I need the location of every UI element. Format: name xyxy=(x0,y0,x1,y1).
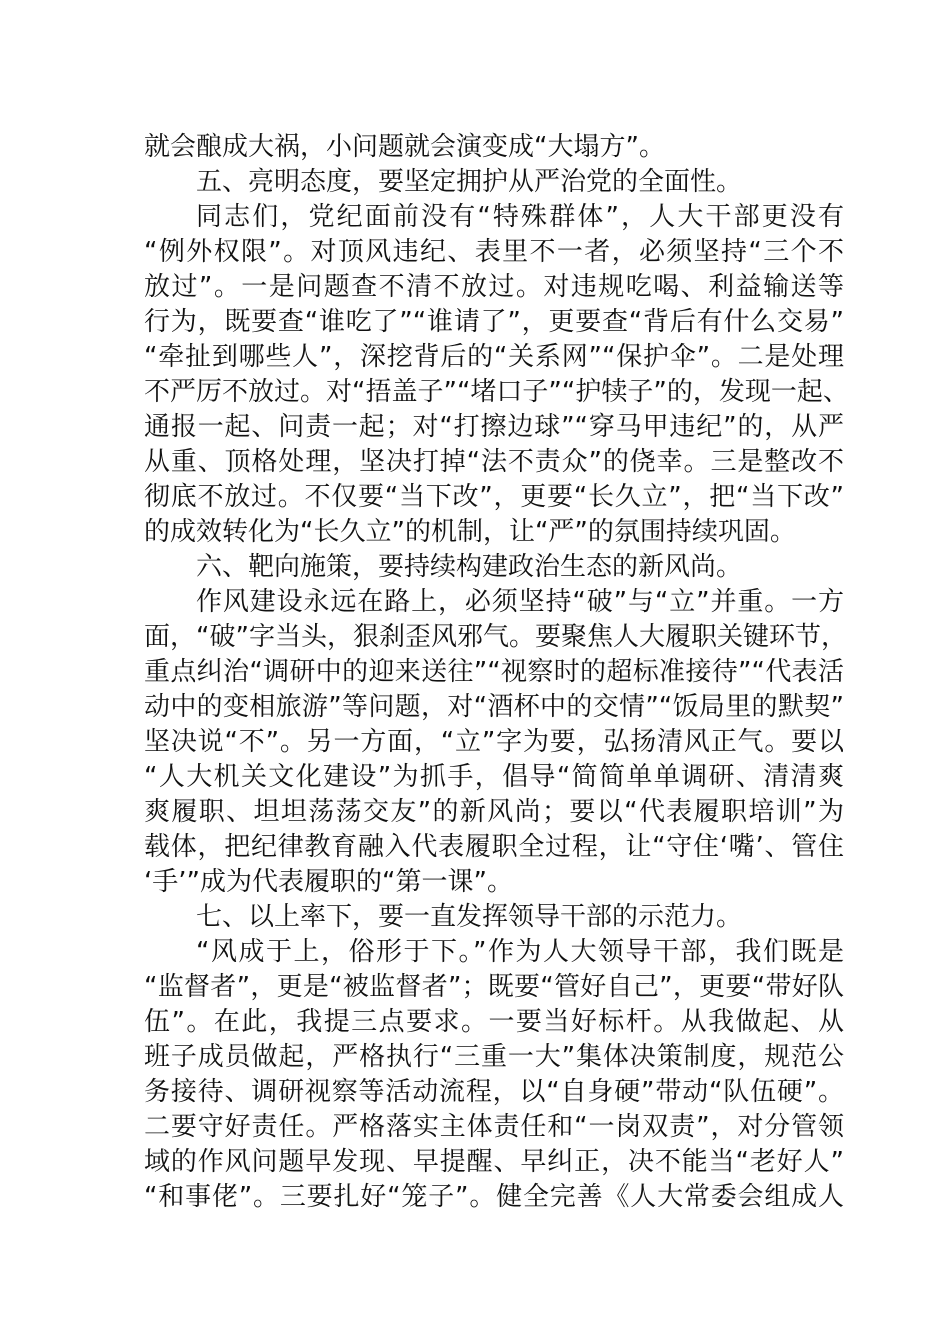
text-line: 二要守好责任。严格落实主体责任和“一岗双责”，对分管领 xyxy=(144,1112,844,1142)
text-line: “风成于上，俗形于下。”作为人大领导干部，我们既是 xyxy=(196,937,844,967)
text-line: 班子成员做起，严格执行“三重一大”集体决策制度，规范公 xyxy=(144,1042,844,1072)
text-line: 作风建设永远在路上，必须坚持“破”与“立”并重。一方 xyxy=(196,587,844,617)
text-line: 彻底不放过。不仅要“当下改”，更要“长久立”，把“当下改” xyxy=(144,482,844,512)
text-line: 域的作风问题早发现、早提醒、早纠正，决不能当“老好人” xyxy=(144,1147,844,1177)
text-line: “和事佬”。三要扎好“笼子”。健全完善《人大常委会组成人 xyxy=(144,1182,844,1212)
text-line: 行为，既要查“谁吃了”“谁请了”，更要查“背后有什么交易” xyxy=(144,307,844,337)
text-line: ‘手’”成为代表履职的“第一课”。 xyxy=(144,867,513,897)
text-line: 伍”。在此，我提三点要求。一要当好标杆。从我做起、从 xyxy=(144,1007,844,1037)
text-line: 坚决说“不”。另一方面，“立”字为要，弘扬清风正气。要以 xyxy=(144,727,844,757)
section-heading: 六、靶向施策，要持续构建政治生态的新风尚。 xyxy=(196,552,743,582)
text-line: 爽履职、坦坦荡荡交友”的新风尚；要以“代表履职培训”为 xyxy=(144,797,844,827)
text-line: “例外权限”。对顶风违纪、表里不一者，必须坚持“三个不 xyxy=(144,237,844,267)
text-line: 重点纠治“调研中的迎来送往”“视察时的超标准接待”“代表活 xyxy=(144,657,844,687)
text-line: 通报一起、问责一起；对“打擦边球”“穿马甲违纪”的，从严 xyxy=(144,412,844,442)
text-line: 就会酿成大祸，小问题就会演变成“大塌方”。 xyxy=(144,132,665,162)
text-line: “监督者”，更是“被监督者”；既要“管好自己”，更要“带好队 xyxy=(144,972,844,1002)
text-line: “牵扯到哪些人”，深挖背后的“关系网”“保护伞”。二是处理 xyxy=(144,342,844,372)
text-line: 不严厉不放过。对“捂盖子”“堵口子”“护犊子”的，发现一起、 xyxy=(144,377,849,407)
text-line: 载体，把纪律教育融入代表履职全过程，让“守住‘嘴’、管住 xyxy=(144,832,844,862)
text-line: 的成效转化为“长久立”的机制，让“严”的氛围持续巩固。 xyxy=(144,517,796,547)
text-line: 同志们，党纪面前没有“特殊群体”，人大干部更没有 xyxy=(196,202,844,232)
text-line: 务接待、调研视察等活动流程，以“自身硬”带动“队伍硬”。 xyxy=(144,1077,844,1107)
text-line: 从重、顶格处理，坚决打掉“法不责众”的侥幸。三是整改不 xyxy=(144,447,844,477)
text-line: 放过”。一是问题查不清不放过。对违规吃喝、利益输送等 xyxy=(144,272,844,302)
section-heading: 七、以上率下，要一直发挥领导干部的示范力。 xyxy=(196,902,743,932)
section-heading: 五、亮明态度，要坚定拥护从严治党的全面性。 xyxy=(196,167,743,197)
text-line: “人大机关文化建设”为抓手，倡导“简简单单调研、清清爽 xyxy=(144,762,844,792)
text-line: 面，“破”字当头，狠刹歪风邪气。要聚焦人大履职关键环节， xyxy=(144,622,847,652)
text-line: 动中的变相旅游”等问题，对“酒杯中的交情”“饭局里的默契” xyxy=(144,692,844,722)
